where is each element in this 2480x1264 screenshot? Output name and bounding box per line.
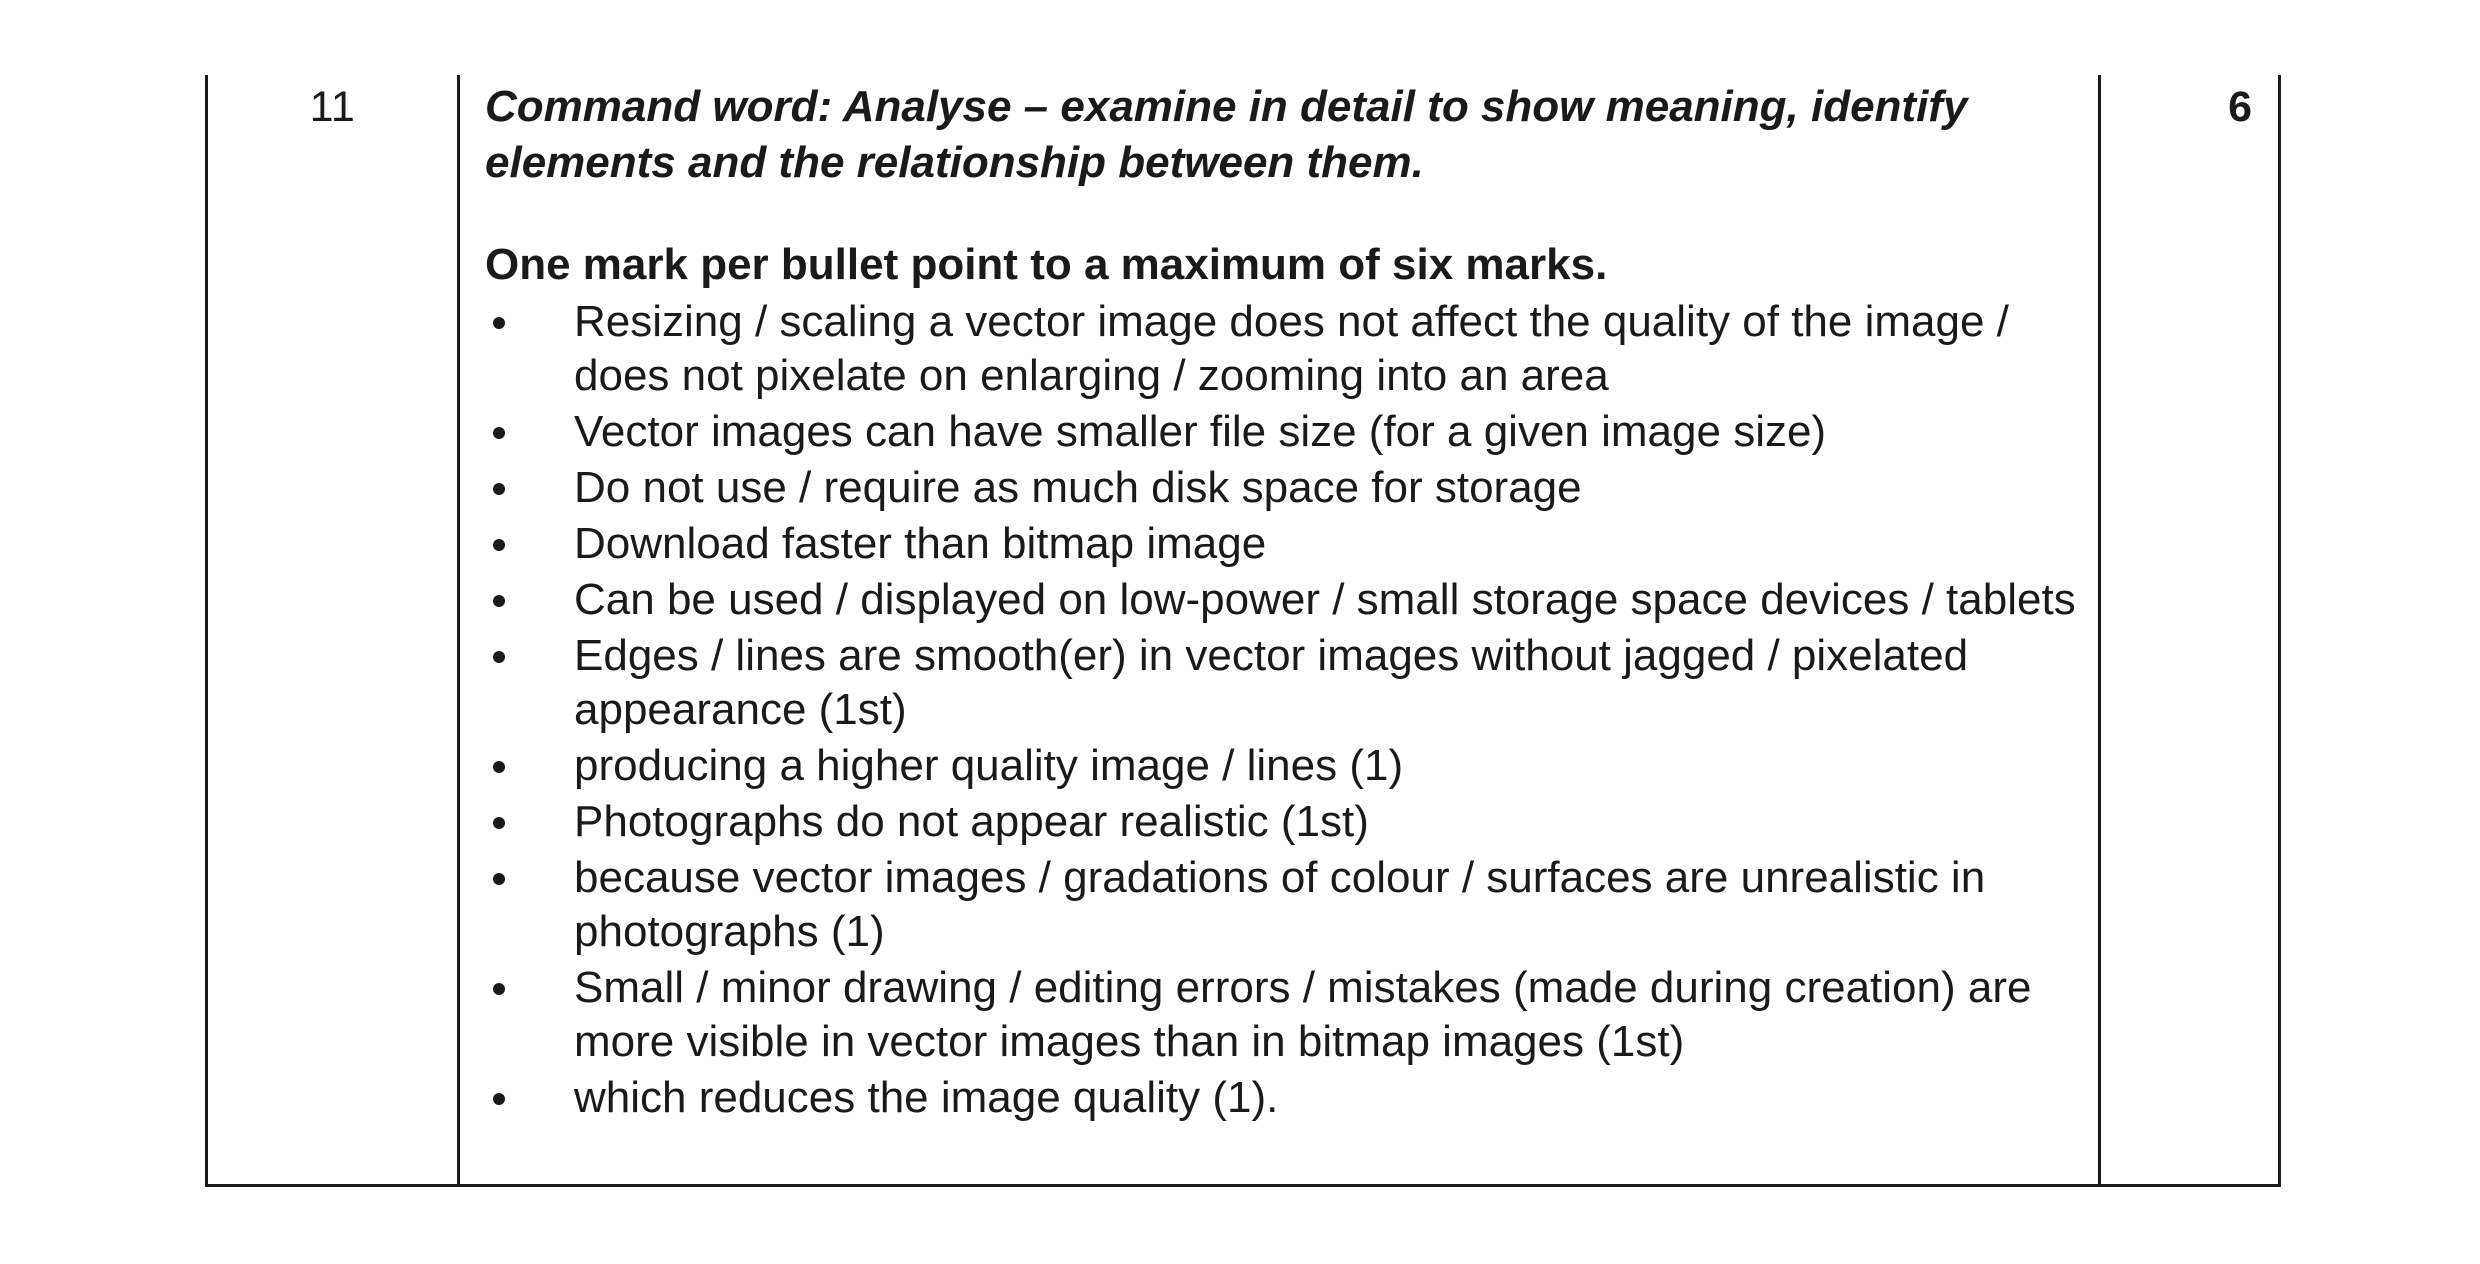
- list-item: [485, 961, 2076, 1069]
- bullet-icon: [493, 761, 505, 773]
- list-item: [485, 573, 2076, 627]
- bullet-icon: [493, 539, 505, 551]
- bullet-icon: [493, 483, 505, 495]
- list-item: [485, 739, 2076, 793]
- bullet-text: Photographs do not appear realistic (1st): [574, 797, 1369, 846]
- command-word-line: Command word: Analyse – examine in detail to show meaning, identify elements and the relationship between them.: [485, 82, 1968, 187]
- bullet-text: Download faster than bitmap image: [574, 519, 1267, 568]
- answer-bullet-list: [485, 295, 2076, 1125]
- bullet-text: Do not use / require as much disk space for storage: [574, 463, 1582, 512]
- bullet-icon: [493, 983, 505, 995]
- bullet-text: Can be used / displayed on low-power / small storage space devices / tablets: [574, 575, 2076, 624]
- bullet-icon: [493, 317, 505, 329]
- question-number: 11: [309, 83, 356, 131]
- answer-cell: [460, 75, 2101, 1184]
- bullet-icon: [493, 1093, 505, 1105]
- list-item: [485, 629, 2076, 737]
- list-item: [485, 405, 2076, 459]
- bullet-text: Edges / lines are smooth(er) in vector images without jagged / pixelated appearance (1st): [574, 631, 1969, 734]
- marks-value: 6: [2228, 83, 2252, 131]
- list-item: [485, 851, 2076, 959]
- mark-scheme-table: [205, 75, 2281, 1187]
- list-item: [485, 461, 2076, 515]
- bullet-icon: [493, 817, 505, 829]
- bullet-text: which reduces the image quality (1).: [574, 1073, 1279, 1122]
- question-number-cell: [208, 75, 460, 1184]
- list-item: [485, 1071, 2076, 1125]
- bullet-icon: [493, 651, 505, 663]
- bullet-icon: [493, 427, 505, 439]
- bullet-text: producing a higher quality image / lines (1): [574, 741, 1404, 790]
- bullet-text: because vector images / gradations of colour / surfaces are unrealistic in photographs (1): [574, 853, 1986, 956]
- bullet-text: Small / minor drawing / editing errors / mistakes (made during creation) are more visible in vector images than in bitmap images (1st): [574, 963, 2032, 1066]
- bullet-text: Resizing / scaling a vector image does not affect the quality of the image / does not pixelate on enlarging / zooming into an area: [574, 297, 2009, 400]
- bullet-icon: [493, 873, 505, 885]
- marks-cell: [2101, 75, 2278, 1184]
- list-item: [485, 795, 2076, 849]
- list-item: [485, 295, 2076, 403]
- bullet-icon: [493, 595, 505, 607]
- bullet-text: Vector images can have smaller file size (for a given image size): [574, 407, 1827, 456]
- marking-guidance-heading: One mark per bullet point to a maximum of six marks.: [485, 240, 1608, 289]
- list-item: [485, 517, 2076, 571]
